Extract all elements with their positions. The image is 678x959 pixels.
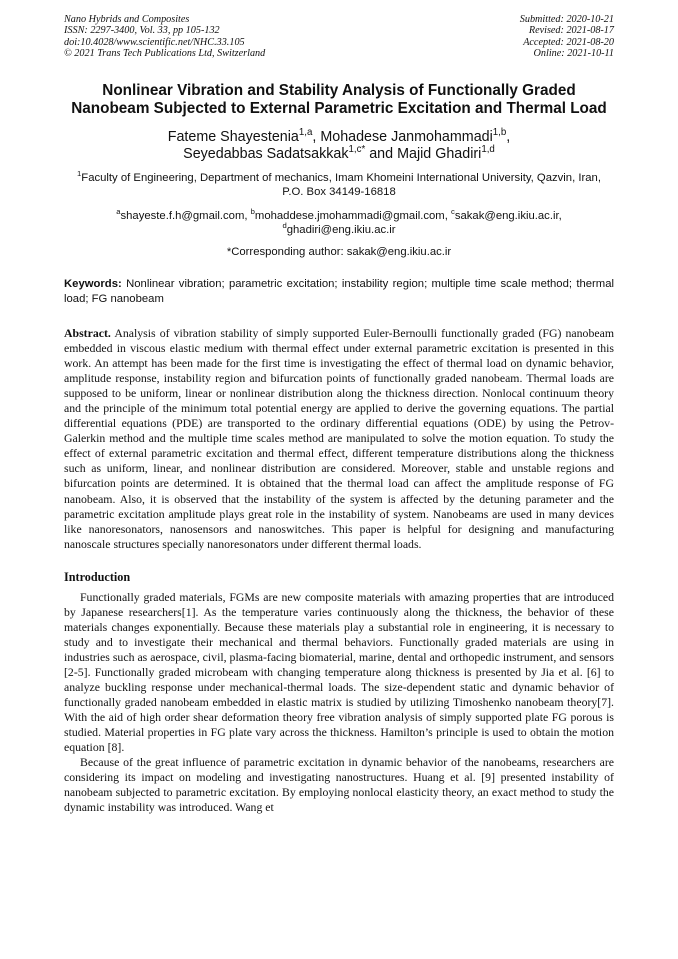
intro-paragraph: Because of the great influence of parametric excitation in dynamic behavior of the nanobeams, researchers are considering its impact on modeling and investigating nanostructures. Huang et al. [9] presented instability of nanobeam subjected to parametric excitation. By employing nonlocal elasticity theory, an exact method to study the dynamic instability was introduced. Wang et: [64, 755, 614, 815]
date-accepted: Accepted: 2021-08-20: [523, 36, 614, 48]
affiliation-text: Faculty of Engineering, Department of mechanics, Imam Khomeini International University, Qazvin, Iran, P.O. Box 34149-16818: [81, 172, 601, 199]
author-affiliation-mark: 1,c*: [348, 144, 366, 156]
author-name: Seyedabbas Sadatsakkak: [183, 146, 349, 163]
journal-name: Nano Hybrids and Composites: [64, 14, 190, 25]
email-mark: d: [282, 221, 287, 231]
author-affiliation-mark: 1,a: [298, 126, 313, 138]
journal-doi: doi:10.4028/www.scientific.net/NHC.33.105: [64, 36, 245, 48]
email-link[interactable]: sakak@eng.ikiu.ac.ir: [454, 209, 559, 222]
email-link[interactable]: shayeste.f.h@gmail.com: [120, 209, 245, 222]
author-name: Majid Ghadiri: [397, 146, 482, 163]
email-mark: b: [250, 206, 255, 216]
publication-dates: [520, 14, 614, 59]
journal-info: [64, 14, 265, 59]
author-name: Fateme Shayestenia: [167, 128, 299, 145]
date-online: Online: 2021-10-11: [533, 47, 614, 59]
paper-page: [64, 14, 614, 815]
keywords-text: Nonlinear vibration; parametric excitation; instability region; multiple time scale method; thermal load; FG nanobeam: [64, 278, 615, 305]
email-mark: c: [451, 206, 455, 216]
date-submitted: Submitted: 2020-10-21: [519, 14, 614, 25]
abstract-block: [64, 326, 614, 552]
abstract-text: Analysis of vibration stability of simply supported Euler-Bernoulli functionally graded (FG) nanobeam embedded in viscous elastic medium with thermal effect under external parametric excitation is presented in this work. An attempt has been made for the first time is investigating the effect of thermal load on dynamic behavior, amplitude response, instability region and bifurcation points of functionally graded nanobeam. Thermal loads are supposed to be uniform, linear or nonlinear distribution along the thickness direction. Nonlocal continuum theory and the principle of the minimum total potential energy are applied to derive the governing equations. The partial differential equations (PDE) are transported to the ordinary differential equations (ODE) by using the Petrov-Galerkin method and the multiple time scales method are manipulated to solve the motion equation. To study the effect of external parametric excitation and thermal effect, different temperature distributions along the thickness such as uniform, linear, and nonlinear distribution are considered. Moreover, stable and unstable regions and bifurcation points are determined. It is obtained that the thermal load can affect the amplitude response of FG nanobeam. Also, it is observed that the instability of the system is affected by the detuning parameter and the parametric excitation amplitude plays great role in the instability of system. Nanobeams are used in many devices like nanoresonators, nanosensors and nanoswitches. This paper is helpful for designing and manufacturing nanoscale structures specially nanoresonators under different thermal loads.: [64, 326, 614, 551]
author-name: Mohadese Janmohammadi: [320, 128, 493, 145]
corresponding-author: *Corresponding author: sakak@eng.ikiu.ac.ir: [226, 246, 452, 258]
author-emails: $^a$shayeste.f.h@gmail.com, $^b$mohaddese.jmohammadi@gmail.com, $^c$sakak@eng.ikiu.ac.ir, $^d$ghadiri@eng.ikiu.ac.ir: [116, 206, 562, 236]
affiliation-mark: 1: [77, 169, 82, 179]
email-link[interactable]: mohaddese.jmohammadi@gmail.com: [254, 209, 445, 222]
abstract-label: Abstract.: [64, 326, 111, 341]
section-heading-introduction: Introduction: [64, 569, 131, 584]
author-list: Fateme Shayestenia$^{1,a}$, Mohadese Janmohammadi$^{1,b}$, Seyedabbas Sadatsakkak$^{1,c*}$ and Majid Ghadiri$^{1,d}$: [167, 126, 511, 163]
author-conjunction: and: [369, 146, 394, 163]
keywords-label: Keywords:: [64, 278, 122, 291]
email-mark: a: [116, 206, 121, 216]
author-affiliation-mark: 1,d: [481, 144, 495, 156]
keywords-block: [64, 277, 614, 306]
intro-paragraph: Functionally graded materials, FGMs are new composite materials with amazing properties that are introduced by Japanese researchers[1]. As the temperature varies continuously along the thickness, the behavior of these materials changes exponentially. Because these materials play a substantial role in engineering, it is necessary to study and to investigate their mechanical and thermal behaviors. Functionally graded materials are using in industries such as aerospace, civil, plasma-facing biomaterial, marine, dental and orthopedic instrument, and sensors [2-5]. Functionally graded microbeam with changing temperature along thickness is presented by Jia et al. [6] to analyze buckling response under mechanical-thermal loads. The size-dependent static and dynamic behavior of functionally graded nanobeam embedded in elastic matrix is studied by utilizing Timoshenko nanobeam theory[7]. With the aid of high order shear deformation theory free vibration analysis of simply supported plate FG porous is studied. Material properties in FG plate vary across the thickness. Hamilton’s principle is used to obtain the motion equation [8].: [64, 589, 614, 755]
date-revised: Revised: 2021-08-17: [528, 25, 614, 37]
journal-copyright: © 2021 Trans Tech Publications Ltd, Switzerland: [64, 47, 266, 59]
affiliation: [64, 171, 614, 199]
journal-issn: ISSN: 2297-3400, Vol. 33, pp 105-132: [64, 25, 220, 37]
journal-header: [64, 14, 614, 59]
paper-title: Nonlinear Vibration and Stability Analysis of Functionally Graded Nanobeam Subjected to External Parametric Excitation and Thermal Load: [71, 82, 607, 118]
author-affiliation-mark: 1,b: [492, 126, 507, 138]
email-link[interactable]: ghadiri@eng.ikiu.ac.ir: [286, 223, 396, 236]
